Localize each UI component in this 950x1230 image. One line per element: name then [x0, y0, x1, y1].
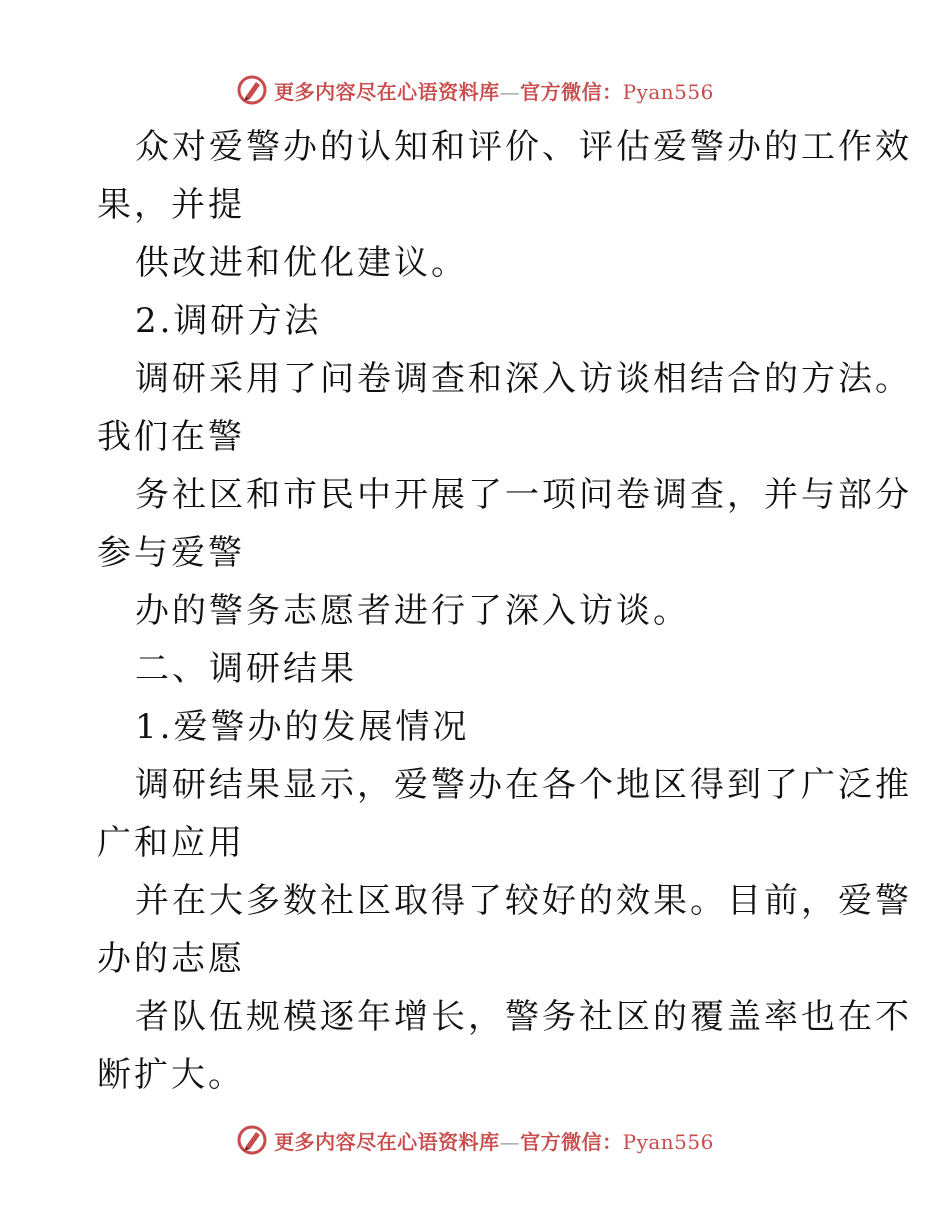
text-line: 我们在警	[97, 417, 245, 457]
footer-banner	[0, 1120, 950, 1160]
pen-logo-icon	[236, 1124, 268, 1156]
chapter-heading: 二、调研结果	[135, 649, 357, 689]
banner-wechat-label: 官方微信：	[520, 79, 623, 104]
text-line: 务社区和市民中开展了一项问卷调查，并与部分	[135, 475, 912, 515]
section-heading: 2.调研方法	[135, 301, 322, 341]
text-line: 并在大多数社区取得了较好的效果。目前，爱警	[135, 881, 912, 921]
text-line: 办的警务志愿者进行了深入访谈。	[135, 591, 690, 631]
banner-wechat-id: Pyan556	[622, 79, 714, 104]
banner-content	[236, 1124, 714, 1156]
text-line: 调研采用了问卷调查和深入访谈相结合的方法。	[135, 359, 912, 399]
banner-site-text: 更多内容尽在心语资料库	[274, 1129, 500, 1154]
text-line: 参与爱警	[97, 533, 245, 573]
text-line: 调研结果显示，爱警办在各个地区得到了广泛推	[135, 765, 912, 805]
banner-text	[274, 1126, 714, 1155]
text-line: 者队伍规模逐年增长，警务社区的覆盖率也在不	[135, 997, 912, 1037]
text-line: 办的志愿	[97, 939, 245, 979]
banner-separator: —	[499, 1129, 521, 1154]
document-body	[97, 118, 912, 1104]
section-heading: 1.爱警办的发展情况	[135, 707, 470, 747]
banner-site-text: 更多内容尽在心语资料库	[274, 79, 500, 104]
banner-text	[274, 76, 714, 105]
text-line: 供改进和优化建议。	[135, 243, 468, 283]
text-line: 断扩大。	[97, 1055, 245, 1095]
banner-wechat-label: 官方微信：	[520, 1129, 623, 1154]
banner-content	[236, 74, 714, 106]
banner-wechat-id: Pyan556	[622, 1129, 714, 1154]
text-line: 广和应用	[97, 823, 245, 863]
pen-logo-icon	[236, 74, 268, 106]
text-line: 众对爱警办的认知和评价、评估爱警办的工作效	[135, 127, 912, 167]
text-line: 果，并提	[97, 185, 245, 225]
header-banner	[0, 70, 950, 110]
banner-separator: —	[499, 79, 521, 104]
